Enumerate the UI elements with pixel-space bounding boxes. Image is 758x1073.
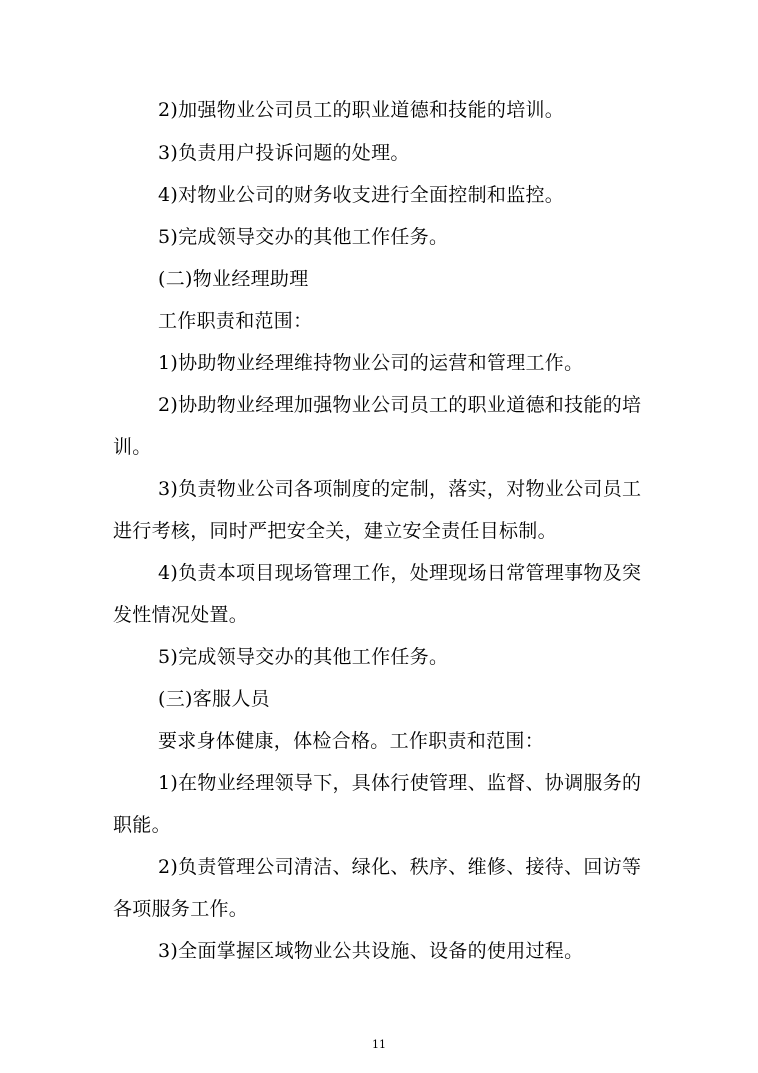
text-line: 要求身体健康，体检合格。工作职责和范围： bbox=[158, 730, 545, 752]
text-line: 发性情况处置。 bbox=[113, 604, 249, 626]
text-line: 4)对物业公司的财务收支进行全面控制和监控。 bbox=[158, 184, 565, 206]
text-line: 3)全面掌握区域物业公共设施、设备的使用过程。 bbox=[158, 940, 584, 962]
section-heading: (二)物业经理助理 bbox=[158, 268, 309, 290]
text-line: 2)协助物业经理加强物业公司员工的职业道德和技能的培 bbox=[158, 394, 642, 416]
text-line: 进行考核，同时严把安全关，建立安全责任目标制。 bbox=[113, 520, 557, 542]
text-line: 1)在物业经理领导下，具体行使管理、监督、协调服务的 bbox=[158, 772, 642, 794]
text-line: 训。 bbox=[113, 436, 152, 458]
text-line: 2)负责管理公司清洁、绿化、秩序、维修、接待、回访等 bbox=[158, 856, 642, 878]
text-line: 各项服务工作。 bbox=[113, 898, 249, 920]
text-line: 3)负责物业公司各项制度的定制，落实，对物业公司员工 bbox=[158, 478, 642, 500]
page-number: 11 bbox=[372, 1038, 386, 1051]
text-line: 5)完成领导交办的其他工作任务。 bbox=[158, 646, 449, 668]
text-line: 职能。 bbox=[113, 814, 171, 836]
text-line: 1)协助物业经理维持物业公司的运营和管理工作。 bbox=[158, 352, 584, 374]
text-line: 2)加强物业公司员工的职业道德和技能的培训。 bbox=[158, 99, 565, 121]
text-line: 工作职责和范围： bbox=[158, 310, 313, 332]
section-heading: (三)客服人员 bbox=[158, 688, 270, 710]
text-line: 3)负责用户投诉问题的处理。 bbox=[158, 142, 410, 164]
text-line: 4)负责本项目现场管理工作，处理现场日常管理事物及突 bbox=[158, 562, 642, 584]
text-line: 5)完成领导交办的其他工作任务。 bbox=[158, 226, 449, 248]
